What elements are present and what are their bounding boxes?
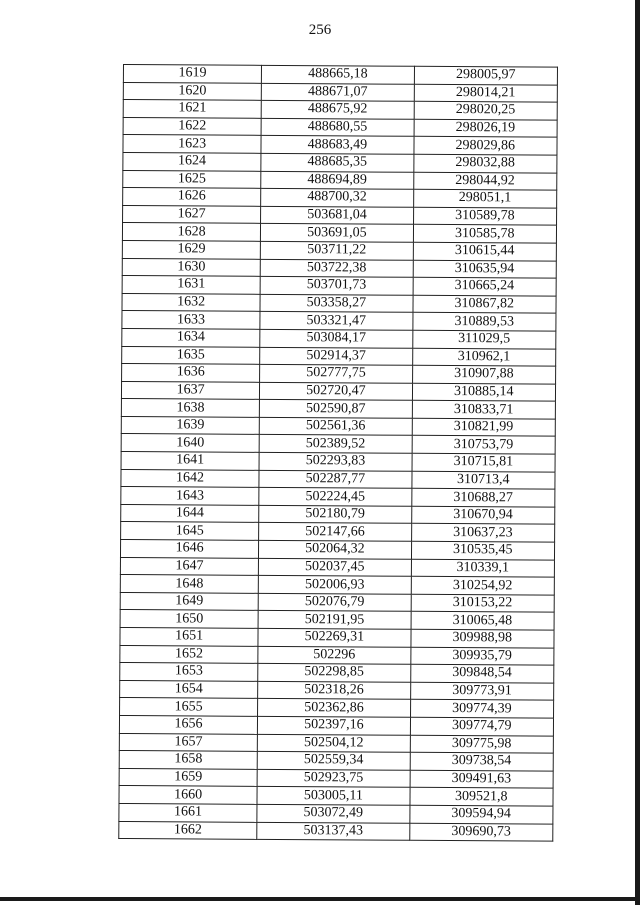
point-number-cell: 1646 xyxy=(120,540,258,558)
point-number-cell: 1640 xyxy=(121,434,259,452)
point-number-cell: 1660 xyxy=(119,786,257,804)
point-number-cell: 1643 xyxy=(121,487,259,505)
point-number-cell: 1654 xyxy=(120,680,258,698)
table-row xyxy=(119,821,553,841)
x-coordinate-cell: 502298,85 xyxy=(258,664,410,683)
table-row xyxy=(120,680,554,700)
point-number-cell: 1650 xyxy=(120,610,258,628)
point-number-cell: 1622 xyxy=(123,117,261,135)
point-number-cell: 1645 xyxy=(121,522,259,540)
point-number-cell: 1644 xyxy=(121,504,259,522)
y-coordinate-cell: 310962,1 xyxy=(412,348,556,366)
x-coordinate-cell: 488694,89 xyxy=(261,171,413,190)
x-coordinate-cell: 503005,11 xyxy=(257,787,409,806)
x-coordinate-cell: 502147,66 xyxy=(259,523,411,542)
y-coordinate-cell: 310615,44 xyxy=(413,242,557,260)
y-coordinate-cell: 310867,82 xyxy=(413,295,557,313)
point-number-cell: 1621 xyxy=(123,100,261,118)
point-number-cell: 1626 xyxy=(123,188,261,206)
point-number-cell: 1637 xyxy=(121,381,259,399)
y-coordinate-cell: 310688,27 xyxy=(411,489,555,507)
y-coordinate-cell: 309848,54 xyxy=(410,664,554,682)
y-coordinate-cell: 309988,98 xyxy=(411,629,555,647)
point-number-cell: 1639 xyxy=(121,416,259,434)
y-coordinate-cell: 310715,81 xyxy=(412,453,556,471)
x-coordinate-cell: 502559,34 xyxy=(257,751,409,770)
point-number-cell: 1620 xyxy=(123,82,261,100)
x-coordinate-cell: 502914,37 xyxy=(260,347,412,366)
y-coordinate-cell: 309738,54 xyxy=(410,752,554,770)
point-number-cell: 1651 xyxy=(120,627,258,645)
y-coordinate-cell: 310753,79 xyxy=(412,436,556,454)
x-coordinate-cell: 488683,49 xyxy=(261,136,413,155)
x-coordinate-cell: 502389,52 xyxy=(259,435,411,454)
scan-edge-right xyxy=(635,0,640,905)
x-coordinate-cell: 502064,32 xyxy=(259,540,411,559)
y-coordinate-cell: 309774,39 xyxy=(410,700,554,718)
table-row xyxy=(121,487,555,507)
table-row xyxy=(121,504,555,524)
table-row xyxy=(120,645,554,665)
x-coordinate-cell: 502269,31 xyxy=(258,628,410,647)
x-coordinate-cell: 502296 xyxy=(258,646,410,665)
point-number-cell: 1648 xyxy=(120,575,258,593)
y-coordinate-cell: 309594,94 xyxy=(409,805,553,823)
point-number-cell: 1661 xyxy=(119,803,257,821)
point-number-cell: 1632 xyxy=(122,293,260,311)
x-coordinate-cell: 502720,47 xyxy=(260,382,412,401)
x-coordinate-cell: 502076,79 xyxy=(258,593,410,612)
coordinates-table xyxy=(118,64,558,842)
point-number-cell: 1636 xyxy=(122,364,260,382)
y-coordinate-cell: 298032,88 xyxy=(413,154,557,172)
coordinates-table-body xyxy=(119,65,558,842)
x-coordinate-cell: 502224,45 xyxy=(259,488,411,507)
table-row xyxy=(121,522,555,542)
point-number-cell: 1631 xyxy=(122,276,260,294)
x-coordinate-cell: 488675,92 xyxy=(261,101,413,120)
y-coordinate-cell: 310065,48 xyxy=(411,612,555,630)
point-number-cell: 1633 xyxy=(122,311,260,329)
y-coordinate-cell: 298051,1 xyxy=(413,189,557,207)
y-coordinate-cell: 298005,97 xyxy=(414,66,558,84)
x-coordinate-cell: 502362,86 xyxy=(258,699,410,718)
table-row xyxy=(119,786,553,806)
y-coordinate-cell: 310339,1 xyxy=(411,559,555,577)
point-number-cell: 1662 xyxy=(119,821,257,839)
x-coordinate-cell: 488665,18 xyxy=(262,65,414,84)
x-coordinate-cell: 488680,55 xyxy=(261,118,413,137)
x-coordinate-cell: 488700,32 xyxy=(261,189,413,208)
y-coordinate-cell: 298029,86 xyxy=(414,137,558,155)
point-number-cell: 1642 xyxy=(121,469,259,487)
point-number-cell: 1628 xyxy=(122,223,260,241)
point-number-cell: 1653 xyxy=(120,663,258,681)
table-row xyxy=(119,733,553,753)
table-row xyxy=(119,803,553,823)
table-row xyxy=(120,540,554,560)
point-number-cell: 1658 xyxy=(119,751,257,769)
y-coordinate-cell: 309491,63 xyxy=(410,770,554,788)
x-coordinate-cell: 502777,75 xyxy=(260,364,412,383)
x-coordinate-cell: 488671,07 xyxy=(261,83,413,102)
table-row xyxy=(120,557,554,577)
point-number-cell: 1619 xyxy=(123,65,261,83)
y-coordinate-cell: 310889,53 xyxy=(412,313,556,331)
y-coordinate-cell: 309521,8 xyxy=(410,788,554,806)
point-number-cell: 1625 xyxy=(123,170,261,188)
y-coordinate-cell: 310637,23 xyxy=(411,524,555,542)
y-coordinate-cell: 298020,25 xyxy=(414,101,558,119)
scan-edge-bottom xyxy=(0,897,640,901)
y-coordinate-cell: 309690,73 xyxy=(409,823,553,841)
point-number-cell: 1638 xyxy=(121,399,259,417)
point-number-cell: 1623 xyxy=(123,135,261,153)
y-coordinate-cell: 310713,4 xyxy=(411,471,555,489)
y-coordinate-cell: 309775,98 xyxy=(410,735,554,753)
x-coordinate-cell: 502923,75 xyxy=(257,769,409,788)
y-coordinate-cell: 309773,91 xyxy=(410,682,554,700)
x-coordinate-cell: 502006,93 xyxy=(258,576,410,595)
y-coordinate-cell: 310670,94 xyxy=(411,506,555,524)
table-row xyxy=(119,768,553,788)
x-coordinate-cell: 502191,95 xyxy=(258,611,410,630)
y-coordinate-cell: 298026,19 xyxy=(414,119,558,137)
point-number-cell: 1647 xyxy=(120,557,258,575)
page-number: 256 xyxy=(308,22,332,38)
x-coordinate-cell: 503358,27 xyxy=(260,294,412,313)
y-coordinate-cell: 310535,45 xyxy=(411,541,555,559)
y-coordinate-cell: 311029,5 xyxy=(412,330,556,348)
point-number-cell: 1630 xyxy=(122,258,260,276)
x-coordinate-cell: 502318,26 xyxy=(258,681,410,700)
y-coordinate-cell: 310635,94 xyxy=(413,260,557,278)
y-coordinate-cell: 298044,92 xyxy=(413,172,557,190)
table-row xyxy=(120,592,554,612)
point-number-cell: 1635 xyxy=(122,346,260,364)
table-row xyxy=(120,698,554,718)
x-coordinate-cell: 503701,73 xyxy=(260,276,412,295)
x-coordinate-cell: 502037,45 xyxy=(259,558,411,577)
x-coordinate-cell: 502397,16 xyxy=(258,716,410,735)
y-coordinate-cell: 310907,88 xyxy=(412,365,556,383)
table-row xyxy=(119,715,553,735)
x-coordinate-cell: 502287,77 xyxy=(259,470,411,489)
point-number-cell: 1655 xyxy=(120,698,258,716)
y-coordinate-cell: 310665,24 xyxy=(413,277,557,295)
x-coordinate-cell: 503722,38 xyxy=(260,259,412,278)
x-coordinate-cell: 503084,17 xyxy=(260,329,412,348)
y-coordinate-cell: 310821,99 xyxy=(412,418,556,436)
point-number-cell: 1629 xyxy=(122,240,260,258)
x-coordinate-cell: 502293,83 xyxy=(259,452,411,471)
point-number-cell: 1624 xyxy=(123,152,261,170)
point-number-cell: 1641 xyxy=(121,452,259,470)
point-number-cell: 1659 xyxy=(119,768,257,786)
x-coordinate-cell: 502590,87 xyxy=(260,400,412,419)
point-number-cell: 1657 xyxy=(119,733,257,751)
y-coordinate-cell: 309935,79 xyxy=(410,647,554,665)
x-coordinate-cell: 503072,49 xyxy=(257,804,409,823)
point-number-cell: 1652 xyxy=(120,645,258,663)
point-number-cell: 1634 xyxy=(122,328,260,346)
x-coordinate-cell: 502180,79 xyxy=(259,505,411,524)
x-coordinate-cell: 503137,43 xyxy=(257,822,409,841)
table-row xyxy=(119,751,553,771)
y-coordinate-cell: 310589,78 xyxy=(413,207,557,225)
y-coordinate-cell: 310153,22 xyxy=(411,594,555,612)
point-number-cell: 1656 xyxy=(119,715,257,733)
table-row xyxy=(120,627,554,647)
y-coordinate-cell: 310833,71 xyxy=(412,401,556,419)
y-coordinate-cell: 310885,14 xyxy=(412,383,556,401)
y-coordinate-cell: 309774,79 xyxy=(410,717,554,735)
y-coordinate-cell: 310585,78 xyxy=(413,225,557,243)
y-coordinate-cell: 298014,21 xyxy=(414,84,558,102)
x-coordinate-cell: 502561,36 xyxy=(259,417,411,436)
x-coordinate-cell: 503681,04 xyxy=(261,206,413,225)
point-number-cell: 1627 xyxy=(123,205,261,223)
point-number-cell: 1649 xyxy=(120,592,258,610)
x-coordinate-cell: 503691,05 xyxy=(261,224,413,243)
table-row xyxy=(123,65,557,85)
table-row xyxy=(120,575,554,595)
table-row xyxy=(120,610,554,630)
x-coordinate-cell: 502504,12 xyxy=(258,734,410,753)
x-coordinate-cell: 503711,22 xyxy=(261,241,413,260)
table-row xyxy=(120,663,554,683)
y-coordinate-cell: 310254,92 xyxy=(411,576,555,594)
x-coordinate-cell: 488685,35 xyxy=(261,153,413,172)
x-coordinate-cell: 503321,47 xyxy=(260,312,412,331)
